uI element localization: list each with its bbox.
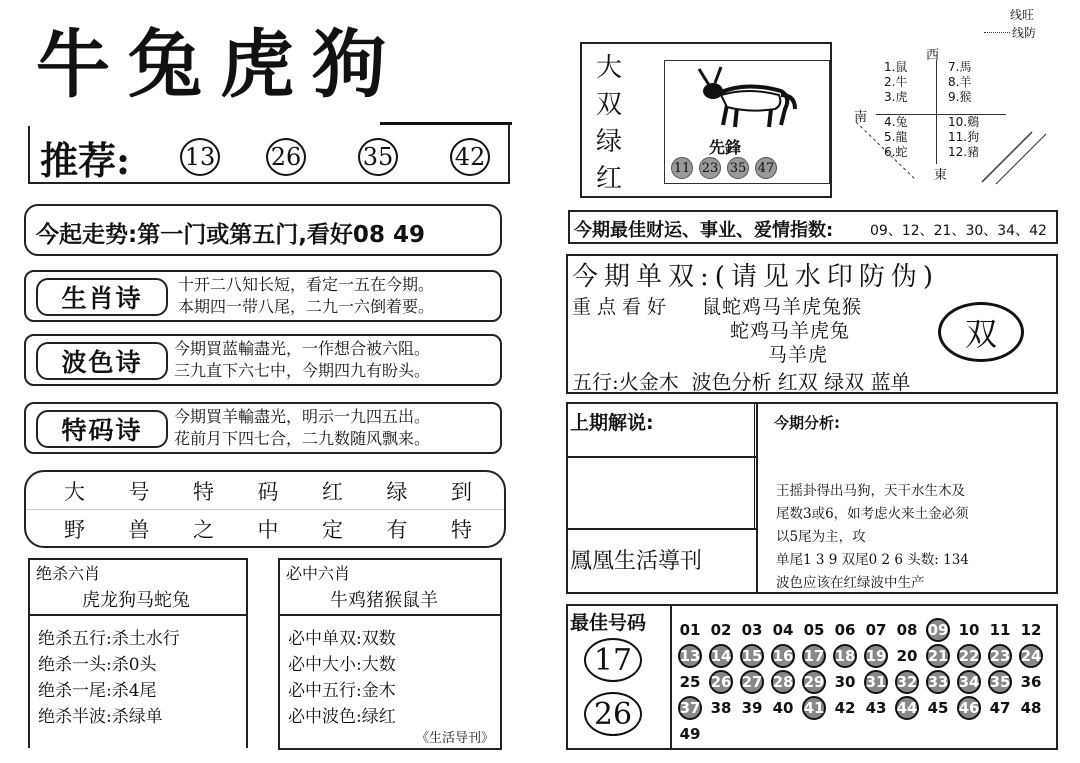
pioneer-side: 大 双 绿 红 bbox=[596, 53, 623, 194]
poem-box-special bbox=[24, 402, 502, 454]
poem-box-zodiac bbox=[24, 270, 502, 322]
number-grid bbox=[678, 618, 1050, 746]
pioneer-numbers: 11 23 35 47 bbox=[671, 157, 777, 179]
zodiac-right-col: 7.馬 8.羊 9.猴 10.鷄 11.狗 12.豬 bbox=[948, 60, 980, 159]
single-double-title: 今期单双:(请见水印防伪) bbox=[572, 262, 940, 292]
kill-six-title: 绝杀六肖 bbox=[36, 564, 101, 583]
compass bbox=[846, 4, 1076, 194]
number-ball: 37 bbox=[678, 696, 702, 720]
number-ball: 43 bbox=[865, 699, 887, 717]
must-six-title: 必中六肖 bbox=[286, 564, 351, 583]
recommend-number: 13 bbox=[180, 138, 220, 176]
trend-text: 今起走势:第一门或第五门,看好08 49 bbox=[36, 222, 425, 248]
focus-line-3: 马羊虎 bbox=[768, 344, 829, 366]
direction-west: 西 bbox=[926, 48, 940, 63]
number-ball: 19 bbox=[864, 644, 888, 668]
best-label: 最佳号码 bbox=[570, 612, 647, 634]
number-ball: 05 bbox=[803, 621, 825, 639]
number-ball: 42 bbox=[834, 699, 856, 717]
number-ball: 40 bbox=[772, 699, 794, 717]
poem-label: 波色诗 bbox=[36, 342, 168, 380]
last-period-label: 上期解说: bbox=[570, 412, 654, 434]
number-ball: 04 bbox=[772, 621, 794, 639]
poem-text: 十开二八知长短，看定一五在今期。 本期四一带八尾，二九一六倒着要。 bbox=[178, 275, 435, 316]
number-ball: 41 bbox=[802, 696, 826, 720]
status-guard: 线防 bbox=[1012, 26, 1037, 40]
trend-box bbox=[24, 204, 502, 256]
ox-icon bbox=[691, 65, 801, 135]
number-ball: 44 bbox=[895, 696, 919, 720]
pioneer-label: 先鋒 bbox=[709, 138, 742, 157]
poem-box-color bbox=[24, 334, 502, 386]
poem-text: 今期買蓝輸盡光，一作想合被六阻。 三九直下六七中，今期四九有盼头。 bbox=[174, 339, 431, 380]
double-badge: 双 bbox=[938, 302, 1024, 362]
analysis-box bbox=[566, 402, 1058, 594]
kill-box bbox=[28, 558, 248, 748]
direction-east: 東 bbox=[934, 168, 948, 183]
recommend-label: 推荐: bbox=[40, 138, 131, 183]
best-numbers-box bbox=[566, 604, 1058, 750]
number-ball: 39 bbox=[741, 699, 763, 717]
number-ball: 09 bbox=[926, 618, 950, 642]
number-ball: 35 bbox=[988, 670, 1012, 694]
number-ball: 38 bbox=[710, 699, 732, 717]
focus-line-1: 鼠蛇鸡马羊虎兔猴 bbox=[702, 296, 863, 318]
must-lines: 必中单双:双数 必中大小:大数 必中五行:金木 必中波色:绿红 bbox=[288, 629, 396, 727]
number-ball: 47 bbox=[989, 699, 1011, 717]
number-ball: 08 bbox=[896, 621, 918, 639]
number-ball: 22 bbox=[957, 644, 981, 668]
focus-line-2: 蛇鸡马羊虎兔 bbox=[730, 320, 851, 342]
verse-row-1: 大 号 特 码 红 绿 到 bbox=[64, 480, 472, 504]
number-ball: 02 bbox=[710, 621, 732, 639]
recommend-number: 26 bbox=[266, 138, 306, 176]
best-number: 17 bbox=[584, 638, 642, 682]
number-ball: 23 bbox=[988, 644, 1012, 668]
number-ball: 34 bbox=[957, 670, 981, 694]
number-ball: 36 bbox=[1020, 673, 1042, 691]
number-ball: 30 bbox=[834, 673, 856, 691]
number-ball: 17 bbox=[802, 644, 826, 668]
number-ball: 25 bbox=[679, 673, 701, 691]
analysis-text: 王摇卦得出马狗，天干水生木及 尾数3或6，如考虑火来土金必须 以5尾为主，攻 单尾1 3 9 双尾0 2 6 头数: 134 波色应该在红绿波中生产 bbox=[776, 483, 969, 591]
brand-name: 鳳凰生活導刊 bbox=[570, 549, 703, 574]
number-ball: 24 bbox=[1019, 644, 1043, 668]
number-ball: 11 bbox=[989, 621, 1011, 639]
number-ball: 07 bbox=[865, 621, 887, 639]
source-label: 《生活导刊》 bbox=[415, 731, 494, 746]
kill-six-value: 虎龙狗马蛇兔 bbox=[82, 590, 190, 611]
this-period-label: 今期分析: bbox=[774, 414, 840, 432]
number-ball: 27 bbox=[740, 670, 764, 694]
status-up: 线旺 bbox=[1010, 8, 1035, 22]
poem-label: 生肖诗 bbox=[36, 278, 168, 316]
index-label: 今期最佳财运、事业、爱情指数: bbox=[574, 220, 834, 241]
number-ball: 28 bbox=[771, 670, 795, 694]
single-double-box bbox=[566, 254, 1058, 394]
number-ball: 06 bbox=[834, 621, 856, 639]
number-ball: 18 bbox=[833, 644, 857, 668]
number-ball: 33 bbox=[926, 670, 950, 694]
best-number: 26 bbox=[584, 692, 642, 736]
number-ball: 12 bbox=[1020, 621, 1042, 639]
number-ball: 31 bbox=[864, 670, 888, 694]
number-ball: 16 bbox=[771, 644, 795, 668]
zodiac-left-col: 1.鼠 2.牛 3.虎 4.兔 5.龍 6.蛇 bbox=[884, 60, 908, 159]
must-box bbox=[278, 558, 502, 750]
number-ball: 29 bbox=[802, 670, 826, 694]
verse-row-2: 野 兽 之 中 定 有 特 bbox=[64, 518, 472, 542]
number-ball: 03 bbox=[741, 621, 763, 639]
kill-lines: 绝杀五行:杀土水行 绝杀一头:杀0头 绝杀一尾:杀4尾 绝杀半波:杀绿单 bbox=[38, 629, 180, 727]
poem-text: 今期買羊輸盡光，明示一九四五出。 花前月下四七合，二九数随风飘来。 bbox=[174, 407, 431, 448]
number-ball: 49 bbox=[679, 725, 701, 743]
number-ball: 46 bbox=[957, 696, 981, 720]
recommend-row bbox=[28, 126, 510, 184]
index-box bbox=[568, 210, 1058, 244]
must-six-value: 牛鸡猪猴鼠羊 bbox=[330, 590, 438, 611]
pioneer-box bbox=[580, 42, 832, 198]
number-ball: 14 bbox=[709, 644, 733, 668]
focus-label: 重点看好 bbox=[572, 296, 673, 318]
number-ball: 20 bbox=[896, 647, 918, 665]
single-double-footer: 五行:火金木 波色分析 红双 绿双 蓝单 bbox=[572, 370, 911, 394]
number-ball: 13 bbox=[678, 644, 702, 668]
number-ball: 15 bbox=[740, 644, 764, 668]
number-ball: 21 bbox=[926, 644, 950, 668]
number-ball: 45 bbox=[927, 699, 949, 717]
number-ball: 48 bbox=[1020, 699, 1042, 717]
recommend-number: 42 bbox=[450, 138, 490, 176]
recommend-number: 35 bbox=[358, 138, 398, 176]
number-ball: 10 bbox=[958, 621, 980, 639]
number-ball: 01 bbox=[679, 621, 701, 639]
index-values: 09、12、21、30、34、42 bbox=[870, 223, 1047, 239]
verse-box bbox=[24, 470, 506, 548]
page-title: 牛兔虎狗 bbox=[36, 22, 404, 108]
direction-south: 南 bbox=[854, 110, 868, 125]
number-ball: 26 bbox=[709, 670, 733, 694]
number-ball: 32 bbox=[895, 670, 919, 694]
poem-label: 特码诗 bbox=[36, 410, 168, 448]
